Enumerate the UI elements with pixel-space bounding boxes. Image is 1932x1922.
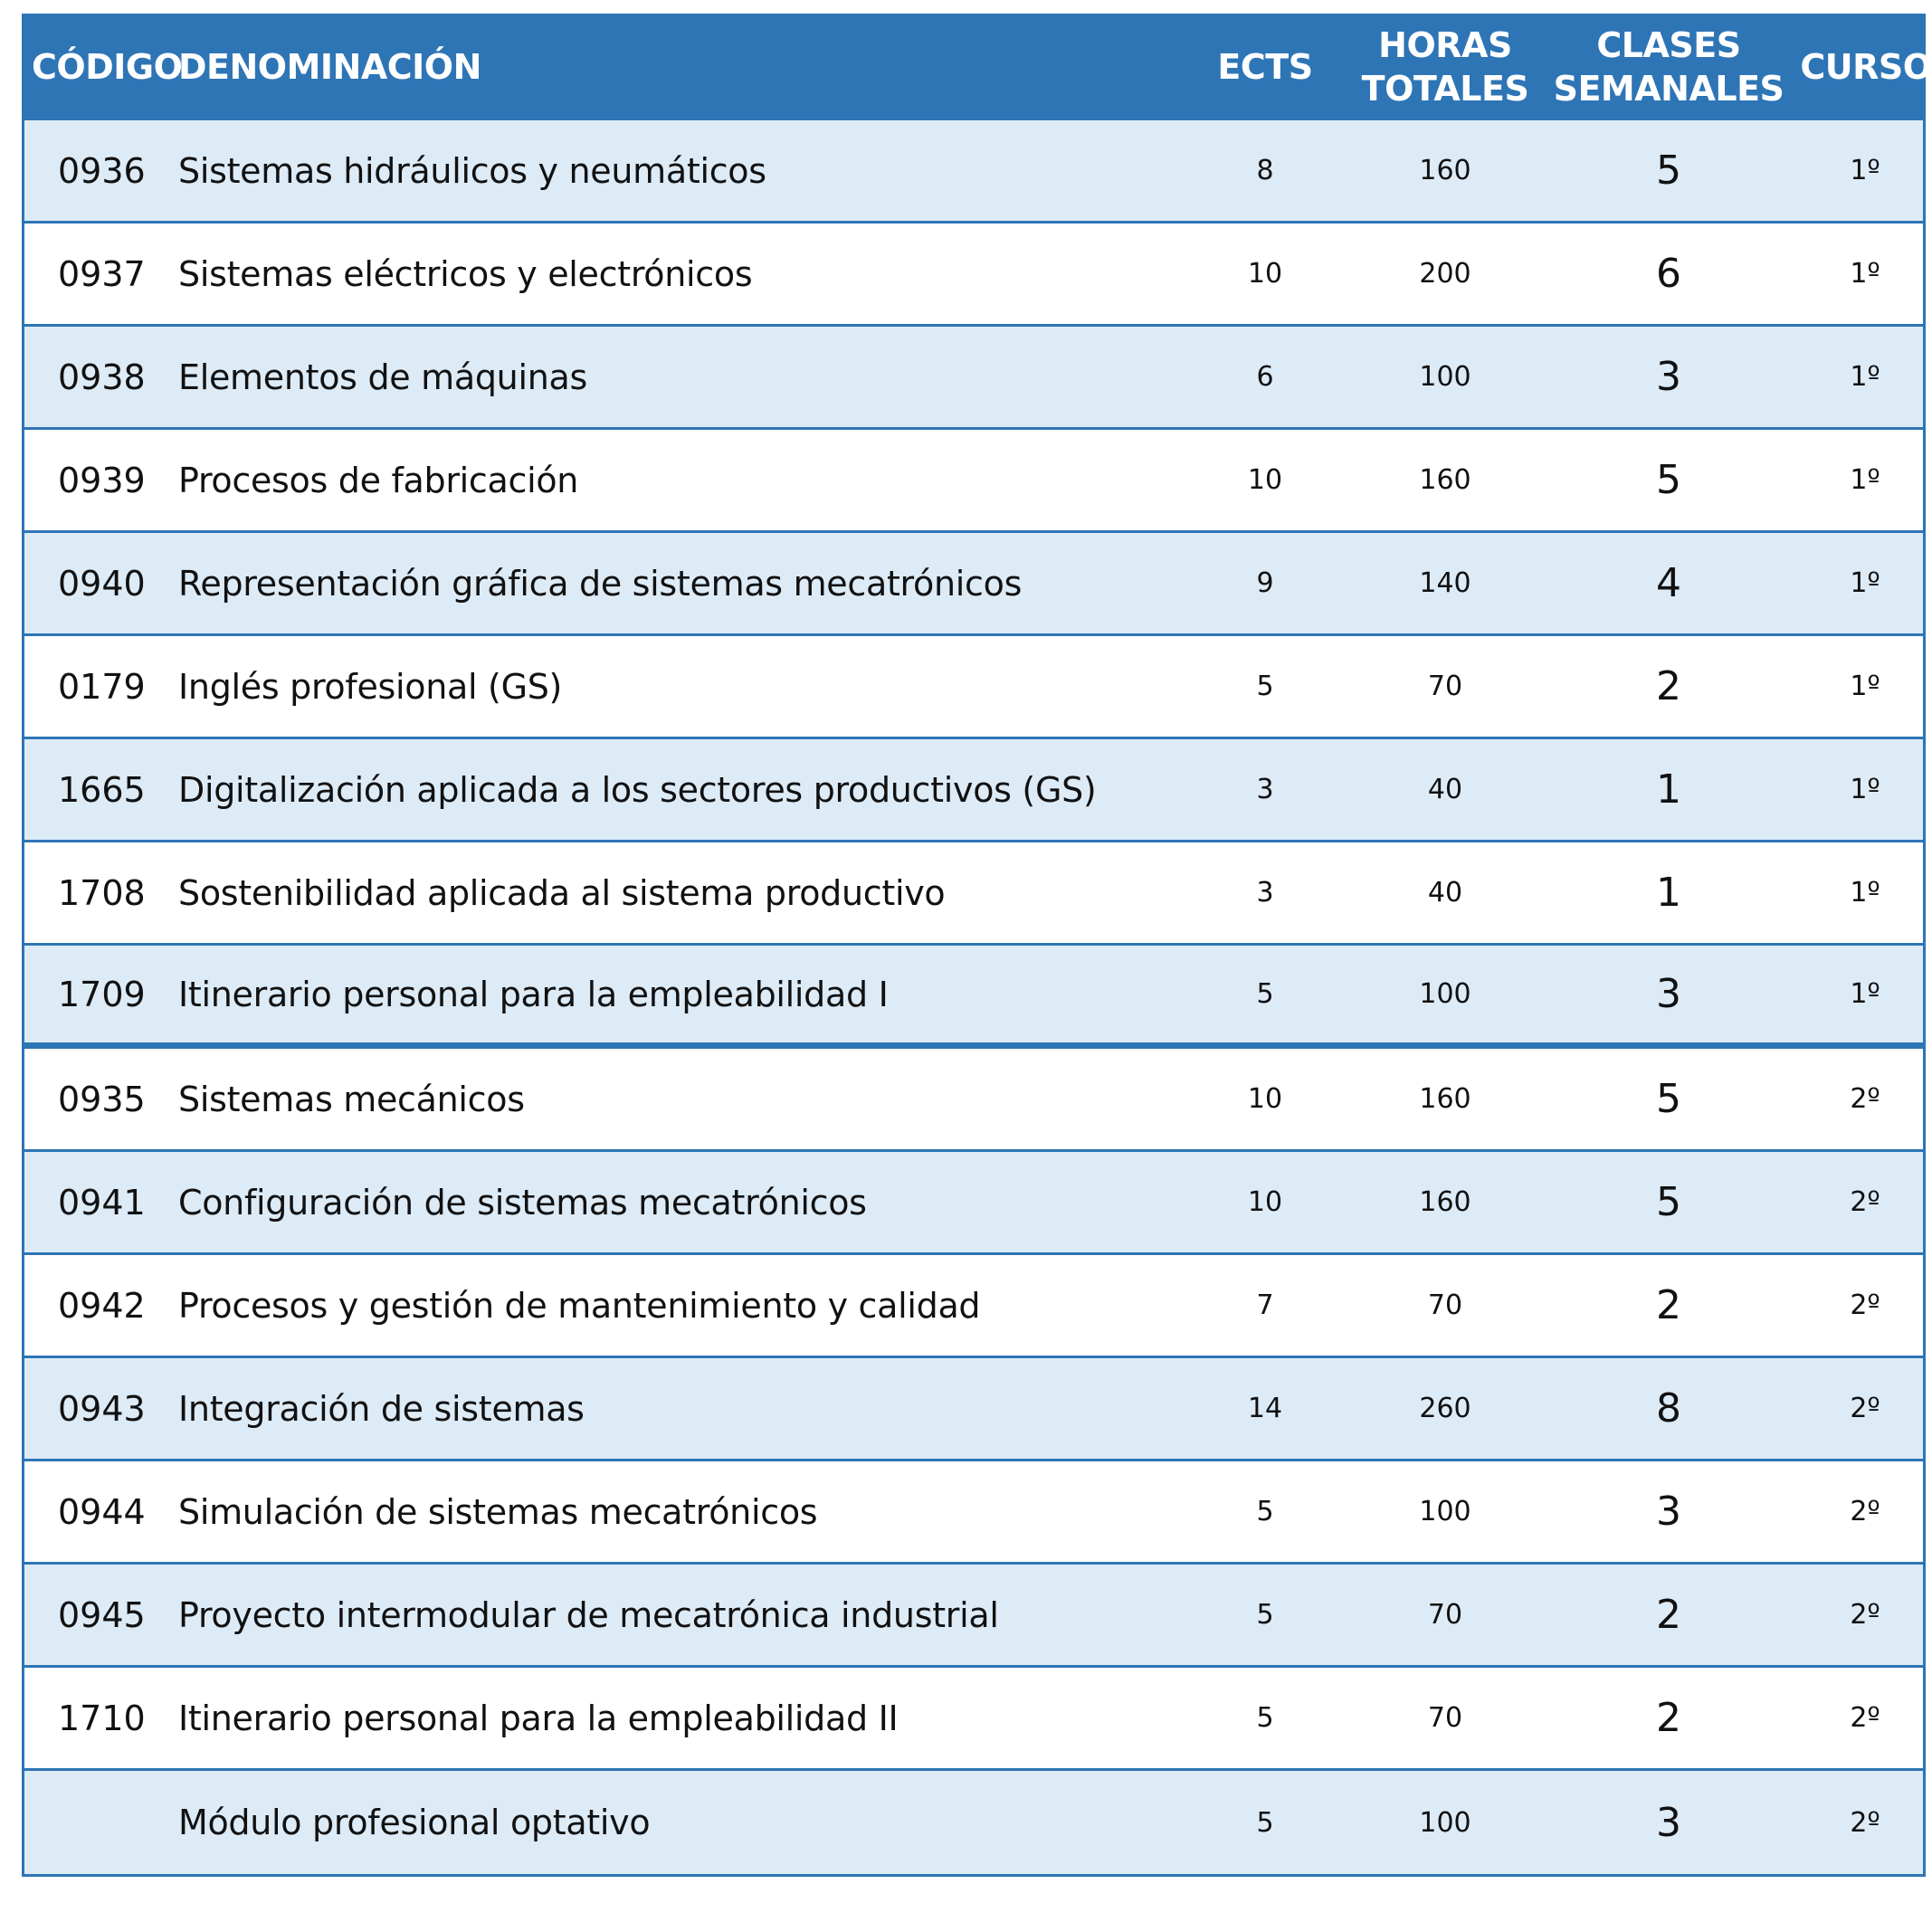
cell-codigo: 1708 xyxy=(58,872,146,913)
cell-clases-semanales: 1 xyxy=(1656,870,1681,916)
cell-clases-semanales: 5 xyxy=(1656,1076,1681,1122)
cell-curso: 2º xyxy=(1850,1083,1880,1115)
cell-codigo: 0937 xyxy=(58,253,146,294)
cell-codigo: 0945 xyxy=(58,1594,146,1635)
cell-horas-totales: 160 xyxy=(1419,1083,1471,1115)
cell-horas-totales: 40 xyxy=(1427,877,1463,909)
cell-ects: 5 xyxy=(1256,1496,1274,1527)
cell-denominacion: Procesos y gestión de mantenimiento y calidad xyxy=(178,1285,981,1326)
cell-clases-semanales: 1 xyxy=(1656,766,1681,813)
cell-clases-semanales: 5 xyxy=(1656,147,1681,194)
cell-curso: 2º xyxy=(1850,1496,1880,1527)
table-row xyxy=(24,946,1923,1049)
cell-denominacion: Sistemas eléctricos y electrónicos xyxy=(178,253,753,294)
cell-ects: 3 xyxy=(1256,877,1274,909)
cell-horas-totales: 70 xyxy=(1427,1289,1463,1321)
cell-ects: 10 xyxy=(1247,464,1283,496)
cell-codigo: 0935 xyxy=(58,1079,146,1119)
table-row xyxy=(24,533,1923,636)
cell-codigo: 0943 xyxy=(58,1388,146,1429)
cell-curso: 2º xyxy=(1850,1702,1880,1734)
header-curso: CURSO xyxy=(1800,47,1932,87)
header-horas-line1: HORAS xyxy=(1378,25,1512,65)
cell-horas-totales: 200 xyxy=(1419,258,1471,290)
cell-horas-totales: 160 xyxy=(1419,155,1471,186)
table-row xyxy=(24,1358,1923,1461)
cell-ects: 5 xyxy=(1256,1599,1274,1631)
cell-denominacion: Sistemas hidráulicos y neumáticos xyxy=(178,150,766,191)
cell-curso: 1º xyxy=(1850,464,1880,496)
cell-denominacion: Digitalización aplicada a los sectores productivos (GS) xyxy=(178,769,1097,810)
cell-ects: 5 xyxy=(1256,978,1274,1010)
cell-horas-totales: 70 xyxy=(1427,1599,1463,1631)
header-clases-semanales xyxy=(1553,14,1784,120)
cell-curso: 1º xyxy=(1850,978,1880,1010)
cell-curso: 2º xyxy=(1850,1599,1880,1631)
header-codigo: CÓDIGO xyxy=(32,47,183,87)
cell-horas-totales: 100 xyxy=(1419,978,1471,1010)
header-clases-line2: SEMANALES xyxy=(1553,69,1784,109)
table-row xyxy=(24,1461,1923,1565)
cell-codigo: 0940 xyxy=(58,563,146,604)
cell-curso: 1º xyxy=(1850,361,1880,393)
cell-codigo: 0942 xyxy=(58,1285,146,1326)
cell-clases-semanales: 4 xyxy=(1656,560,1681,606)
cell-codigo: 0944 xyxy=(58,1491,146,1532)
cell-denominacion: Inglés profesional (GS) xyxy=(178,666,563,707)
cell-curso: 2º xyxy=(1850,1806,1880,1839)
cell-horas-totales: 100 xyxy=(1419,1806,1471,1839)
cell-denominacion: Sistemas mecánicos xyxy=(178,1079,525,1119)
cell-codigo: 0939 xyxy=(58,460,146,500)
cell-clases-semanales: 3 xyxy=(1656,1489,1681,1535)
header-horas-totales xyxy=(1346,14,1545,120)
cell-clases-semanales: 2 xyxy=(1656,1282,1681,1328)
cell-curso: 2º xyxy=(1850,1186,1880,1218)
cell-denominacion: Proyecto intermodular de mecatrónica industrial xyxy=(178,1594,999,1635)
table-row xyxy=(24,739,1923,842)
cell-denominacion: Procesos de fabricación xyxy=(178,460,579,500)
cell-denominacion: Sostenibilidad aplicada al sistema productivo xyxy=(178,872,946,913)
cell-ects: 14 xyxy=(1247,1393,1283,1424)
cell-ects: 9 xyxy=(1256,567,1274,599)
cell-denominacion: Itinerario personal para la empleabilidad II xyxy=(178,1698,899,1738)
cell-horas-totales: 70 xyxy=(1427,1702,1463,1734)
header-clases-line1: CLASES xyxy=(1596,25,1741,65)
cell-horas-totales: 160 xyxy=(1419,1186,1471,1218)
cell-horas-totales: 160 xyxy=(1419,464,1471,496)
cell-clases-semanales: 2 xyxy=(1656,1695,1681,1741)
table-row xyxy=(24,1771,1923,1874)
cell-codigo: 1710 xyxy=(58,1698,146,1738)
cell-ects: 10 xyxy=(1247,1186,1283,1218)
cell-ects: 10 xyxy=(1247,1083,1283,1115)
modules-table xyxy=(22,14,1932,1877)
header-horas-line2: TOTALES xyxy=(1361,69,1529,109)
cell-clases-semanales: 3 xyxy=(1656,1799,1681,1846)
cell-horas-totales: 260 xyxy=(1419,1393,1471,1424)
table-row xyxy=(24,120,1923,224)
table-row xyxy=(24,1152,1923,1255)
cell-ects: 5 xyxy=(1256,1806,1274,1839)
cell-curso: 2º xyxy=(1850,1289,1880,1321)
cell-curso: 1º xyxy=(1850,877,1880,909)
cell-curso: 1º xyxy=(1850,774,1880,805)
table-row xyxy=(24,430,1923,533)
cell-curso: 2º xyxy=(1850,1393,1880,1424)
cell-codigo: 0938 xyxy=(58,357,146,397)
cell-denominacion: Integración de sistemas xyxy=(178,1388,585,1429)
header-ects: ECTS xyxy=(1217,47,1313,87)
cell-ects: 5 xyxy=(1256,671,1274,702)
cell-horas-totales: 100 xyxy=(1419,361,1471,393)
cell-denominacion: Itinerario personal para la empleabilidad I xyxy=(178,974,889,1014)
table-row xyxy=(24,1668,1923,1771)
cell-denominacion: Representación gráfica de sistemas mecatrónicos xyxy=(178,563,1023,604)
cell-denominacion: Simulación de sistemas mecatrónicos xyxy=(178,1491,818,1532)
table-row xyxy=(24,327,1923,430)
cell-ects: 5 xyxy=(1256,1702,1274,1734)
cell-curso: 1º xyxy=(1850,567,1880,599)
cell-horas-totales: 100 xyxy=(1419,1496,1471,1527)
cell-denominacion: Módulo profesional optativo xyxy=(178,1803,651,1842)
cell-codigo: 1709 xyxy=(58,974,146,1014)
table-row xyxy=(24,1255,1923,1358)
cell-curso: 1º xyxy=(1850,155,1880,186)
cell-ects: 8 xyxy=(1256,155,1274,186)
cell-clases-semanales: 2 xyxy=(1656,1592,1681,1638)
cell-codigo xyxy=(58,1771,167,1874)
cell-curso: 1º xyxy=(1850,258,1880,290)
table-row xyxy=(24,1049,1923,1152)
cell-clases-semanales: 3 xyxy=(1656,354,1681,400)
cell-clases-semanales: 3 xyxy=(1656,971,1681,1017)
cell-horas-totales: 40 xyxy=(1427,774,1463,805)
cell-clases-semanales: 2 xyxy=(1656,663,1681,709)
cell-horas-totales: 70 xyxy=(1427,671,1463,702)
cell-clases-semanales: 5 xyxy=(1656,1179,1681,1225)
cell-clases-semanales: 6 xyxy=(1656,251,1681,297)
header-denominacion: DENOMINACIÓN xyxy=(178,47,481,87)
table-body xyxy=(24,120,1923,1874)
cell-denominacion: Elementos de máquinas xyxy=(178,357,587,397)
table-row xyxy=(24,224,1923,327)
cell-denominacion: Configuración de sistemas mecatrónicos xyxy=(178,1182,867,1223)
cell-codigo: 1665 xyxy=(58,769,146,810)
table-row xyxy=(24,636,1923,739)
cell-codigo: 0941 xyxy=(58,1182,146,1223)
cell-ects: 6 xyxy=(1256,361,1274,393)
table-row xyxy=(24,842,1923,946)
cell-clases-semanales: 8 xyxy=(1656,1385,1681,1432)
cell-ects: 10 xyxy=(1247,258,1283,290)
cell-clases-semanales: 5 xyxy=(1656,457,1681,503)
cell-ects: 3 xyxy=(1256,774,1274,805)
table-row xyxy=(24,1565,1923,1668)
cell-codigo: 0936 xyxy=(58,150,146,191)
cell-horas-totales: 140 xyxy=(1419,567,1471,599)
table-header xyxy=(24,14,1932,120)
cell-codigo: 0179 xyxy=(58,666,146,707)
cell-ects: 7 xyxy=(1256,1289,1274,1321)
cell-curso: 1º xyxy=(1850,671,1880,702)
